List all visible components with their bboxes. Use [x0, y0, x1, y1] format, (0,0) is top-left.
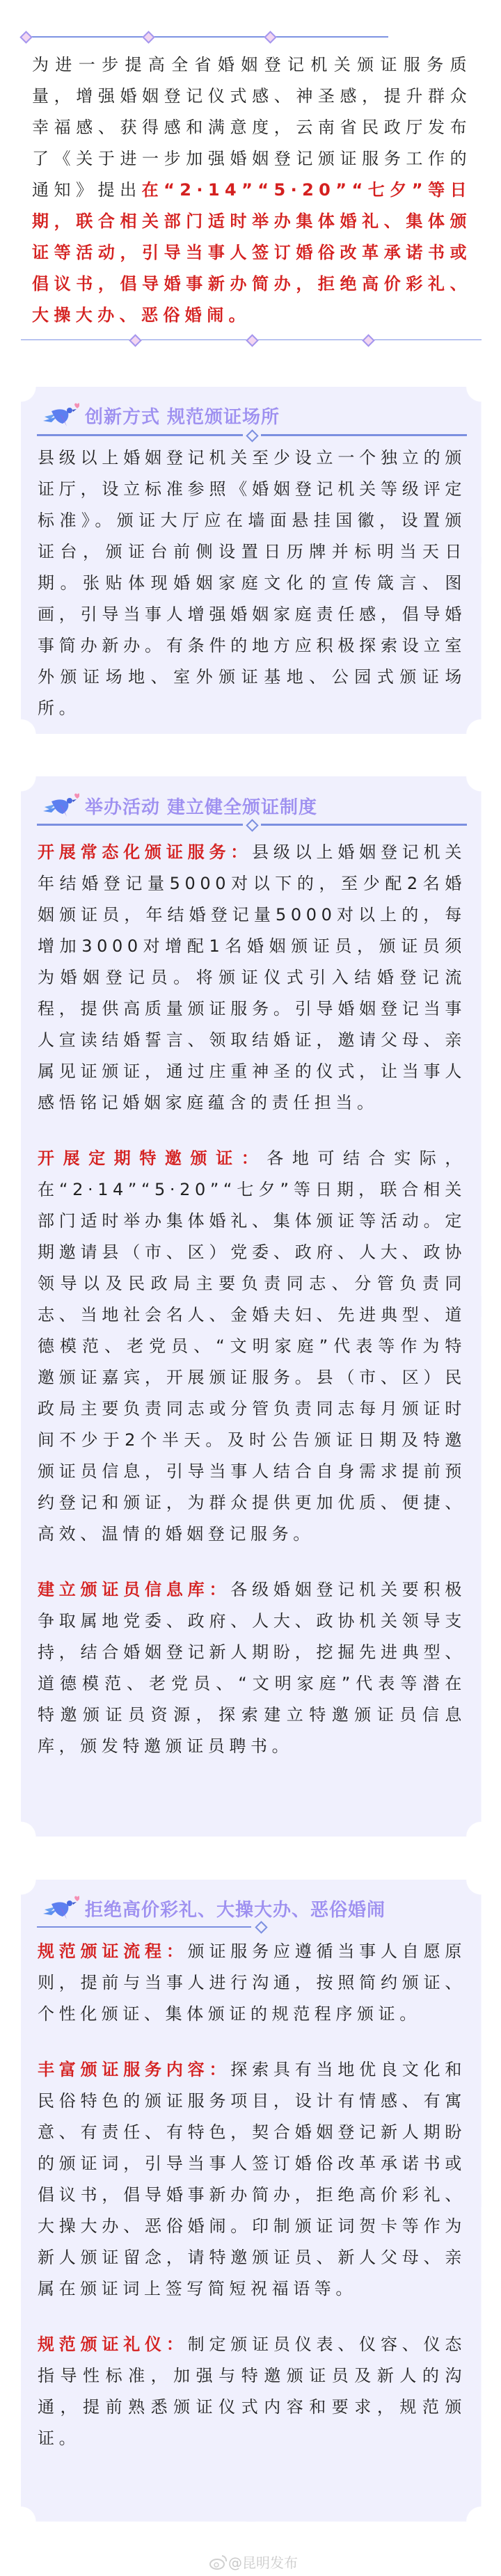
paragraph-label: 规范颁证礼仪： [38, 2335, 188, 2354]
paragraph-label: 丰富颁证服务内容： [38, 2060, 231, 2079]
intro-highlight: 在“2·14”“5·20”“七夕”等日期，联合相关部门适时举办集体婚礼、集体颁证等活动，引导当事人签订婚俗改革承诺书或倡议书，倡导婚事新办简办，拒绝高价彩礼、大操大办、恶俗婚闹。 [32, 180, 472, 325]
watermark-text: @昆明发布 [228, 2554, 298, 2571]
body-paragraph [38, 1936, 466, 2030]
paragraph-text: 探索具有当地优良文化和民俗特色的颁证服务项目，设计有情感、有寓意、有责任、有特色，契合婚姻登记新人期盼的颁证词，引导当事人签订婚俗改革承诺书或倡议书，倡导婚事新办简办，拒绝高价彩礼、大操大办、恶俗婚闹。印制颁证词贺卡等作为新人颁证留念，请特邀颁证员、新人父母、亲属在颁证词上签写简短祝福语等。 [38, 2060, 466, 2298]
intro-paragraph [32, 49, 472, 331]
body-paragraph [38, 2329, 466, 2454]
section-header [42, 1894, 385, 1922]
section-body [38, 837, 466, 1762]
section-title: 拒绝高价彩礼、大操大办、恶俗婚闹 [85, 1899, 386, 1921]
watermark [209, 2552, 298, 2572]
body-paragraph [38, 837, 466, 1119]
section-card-venue [21, 387, 482, 734]
bird-heart-icon [42, 401, 79, 429]
paragraph-label: 开展常态化颁证服务： [38, 842, 253, 862]
body-paragraph [38, 2054, 466, 2305]
paragraph-text: 制定颁证员仪表、仪容、仪态指导性标准，加强与特邀颁证员及新人的沟通，提前熟悉颁证仪式内容和要求，规范颁证。 [38, 2335, 466, 2448]
intro-text: 为进一步提高全省婚姻登记机关颁证服务质量，增强婚姻登记仪式感、神圣感，提升群众幸福感、获得感和满意度，云南省民政厅发布了《关于进一步加强婚姻登记颁证服务工作的通知》提出 [32, 55, 472, 200]
paragraph-text: 颁证服务应遵循当事人自愿原则，提前与当事人进行沟通，按照简约颁证、个性化颁证、集体颁证的规范程序颁证。 [38, 1942, 466, 2024]
section-card-activities [21, 776, 482, 1837]
paragraph-text: 各级婚姻登记机关要积极争取属地党委、政府、人大、政协机关领导支持，结合婚姻登记新人期盼，挖掘先进典型、道德模范、老党员、“文明家庭”代表等潜在特邀颁证员资源，探索建立特邀颁证员信息库，颁发特邀颁证员聘书。 [38, 1580, 466, 1756]
paragraph-text: 县级以上婚姻登记机关至少设立一个独立的颁证厅，设立标准参照《婚姻登记机关等级评定标准》。颁证大厅应在墙面悬挂国徽，设置颁证台，颁证台前侧设置日历牌并标明当天日期。张贴体现婚姻家庭文化的宣传箴言、图画，引导当事人增强婚姻家庭责任感，倡导婚事简办新办。有条件的地方应积极探索设立室外颁证场地、室外颁证基地、公园式颁证场所。 [38, 448, 466, 718]
paragraph-text: 县级以上婚姻登记机关年结婚登记量5000对以下的，至少配2名婚姻颁证员，年结婚登记量5000对以上的，每增加3000对增配1名婚姻颁证员，颁证员须为婚姻登记员。将颁证仪式引入结婚登记流程，提供高质量颁证服务。引导婚姻登记当事人宣读结婚誓言、领取结婚证，邀请父母、亲属见证颁证，通过庄重神圣的仪式，让当事人感悟铭记婚姻家庭蕴含的责任担当。 [38, 842, 467, 1112]
section-header [42, 401, 280, 429]
bird-heart-icon [42, 792, 79, 819]
section-header [42, 792, 317, 819]
body-paragraph [38, 442, 466, 724]
paragraph-label: 开展定期特邀颁证： [38, 1149, 267, 1168]
paragraph-label: 规范颁证流程： [38, 1942, 188, 1961]
body-paragraph [38, 1143, 466, 1550]
weibo-icon [209, 2554, 228, 2570]
bird-heart-icon [42, 1894, 79, 1922]
section-title: 创新方式 规范颁证场所 [85, 406, 280, 428]
paragraph-label: 建立颁证员信息库： [38, 1580, 231, 1599]
section-body [38, 442, 466, 724]
section-body [38, 1936, 466, 2454]
section-card-reject-customs [21, 1880, 482, 2522]
section-title: 举办活动 建立健全颁证制度 [85, 797, 318, 818]
body-paragraph [38, 1574, 466, 1762]
paragraph-text: 各地可结合实际，在“2·14”“5·20”“七夕”等日期，联合相关部门适时举办集体婚礼、集体颁证等活动。定期邀请县（市、区）党委、政府、人大、政协领导以及民政局主要负责同志、分管负责同志、当地社会名人、金婚夫妇、先进典型、道德模范、老党员、“文明家庭”代表等作为特邀颁证嘉宾，开展颁证服务。县（市、区）民政局主要负责同志或分管负责同志每月颁证时间不少于2个半天。及时公告颁证日期及特邀颁证员信息，引导当事人结合自身需求提前预约登记和颁证，为群众提供更加优质、便捷、高效、温情的婚姻登记服务。 [38, 1149, 466, 1544]
